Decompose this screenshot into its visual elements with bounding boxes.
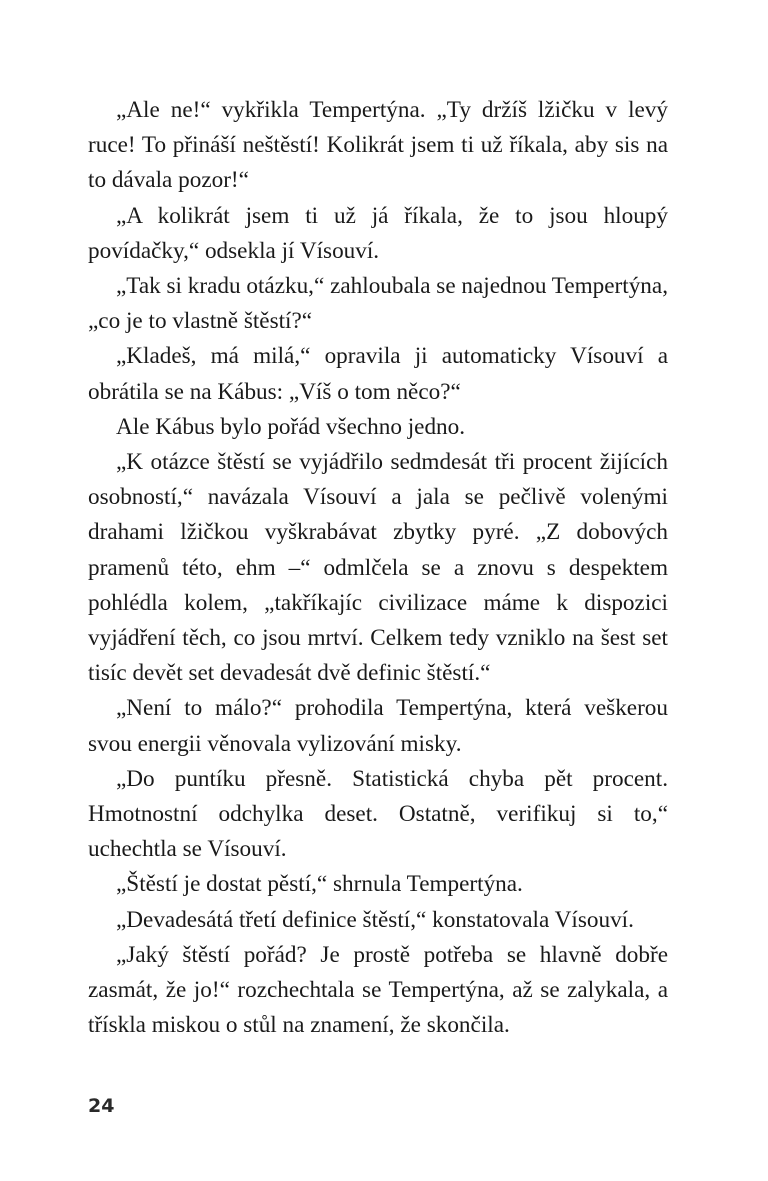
paragraph-9: „Štěstí je dostat pěstí,“ shrnula Tempertýna.: [116, 871, 523, 898]
paragraph-1: „Ale ne!“ vykřikla Tempertýna. „Ty držíš lžičku v levý ruce! To přináší neštěstí! Kolikrát jsem ti už říkala, aby sis na to dávala pozor!“: [88, 97, 668, 194]
paragraph-6: „K otázce štěstí se vyjádřilo sedmdesát tři procent žijících osobností,“ navázala Vísouví a jala se pečlivě volenými drahami lžičkou vyškrabávat zbytky pyré. „Z dobových pramenů této, ehm –“ odmlčela se a znovu s despektem pohlédla kolem, „takříkajíc civilizace máme k dispozici vyjádření těch, co jsou mrtví. Celkem tedy vzniklo na šest set tisíc devět set devadesát dvě definic štěstí.“: [88, 449, 668, 687]
paragraph-7: „Není to málo?“ prohodila Tempertýna, která veškerou svou energii věnovala vylizování misky.: [88, 695, 668, 757]
body-text: [88, 93, 668, 1043]
paragraph-4: „Kladeš, má milá,“ opravila ji automaticky Vísouví a obrátila se na Kábus: „Víš o tom něco?“: [88, 343, 668, 405]
paragraph-11: „Jaký štěstí pořád? Je prostě potřeba se hlavně dobře zasmát, že jo!“ rozchechtala se Tempertýna, až se zalykala, a třískla miskou o stůl na znamení, že skončila.: [88, 941, 668, 1039]
paragraph-10: „Devadesátá třetí definice štěstí,“ konstatovala Vísouví.: [116, 906, 634, 933]
paragraph-8: „Do puntíku přesně. Statistická chyba pět procent. Hmotnostní odchylka deset. Ostatně, verifikuj si to,“ uchechtla se Vísouví.: [88, 765, 668, 863]
paragraph-2: „A kolikrát jsem ti už já říkala, že to jsou hloupý povídačky,“ odsekla jí Vísouví.: [88, 202, 668, 264]
paragraph-3: „Tak si kradu otázku,“ zahloubala se najednou Tempertýna, „co je to vlastně štěstí?“: [88, 273, 668, 335]
paragraph-5: Ale Kábus bylo pořád všechno jedno.: [116, 413, 466, 440]
page-number: 24: [88, 1095, 115, 1117]
